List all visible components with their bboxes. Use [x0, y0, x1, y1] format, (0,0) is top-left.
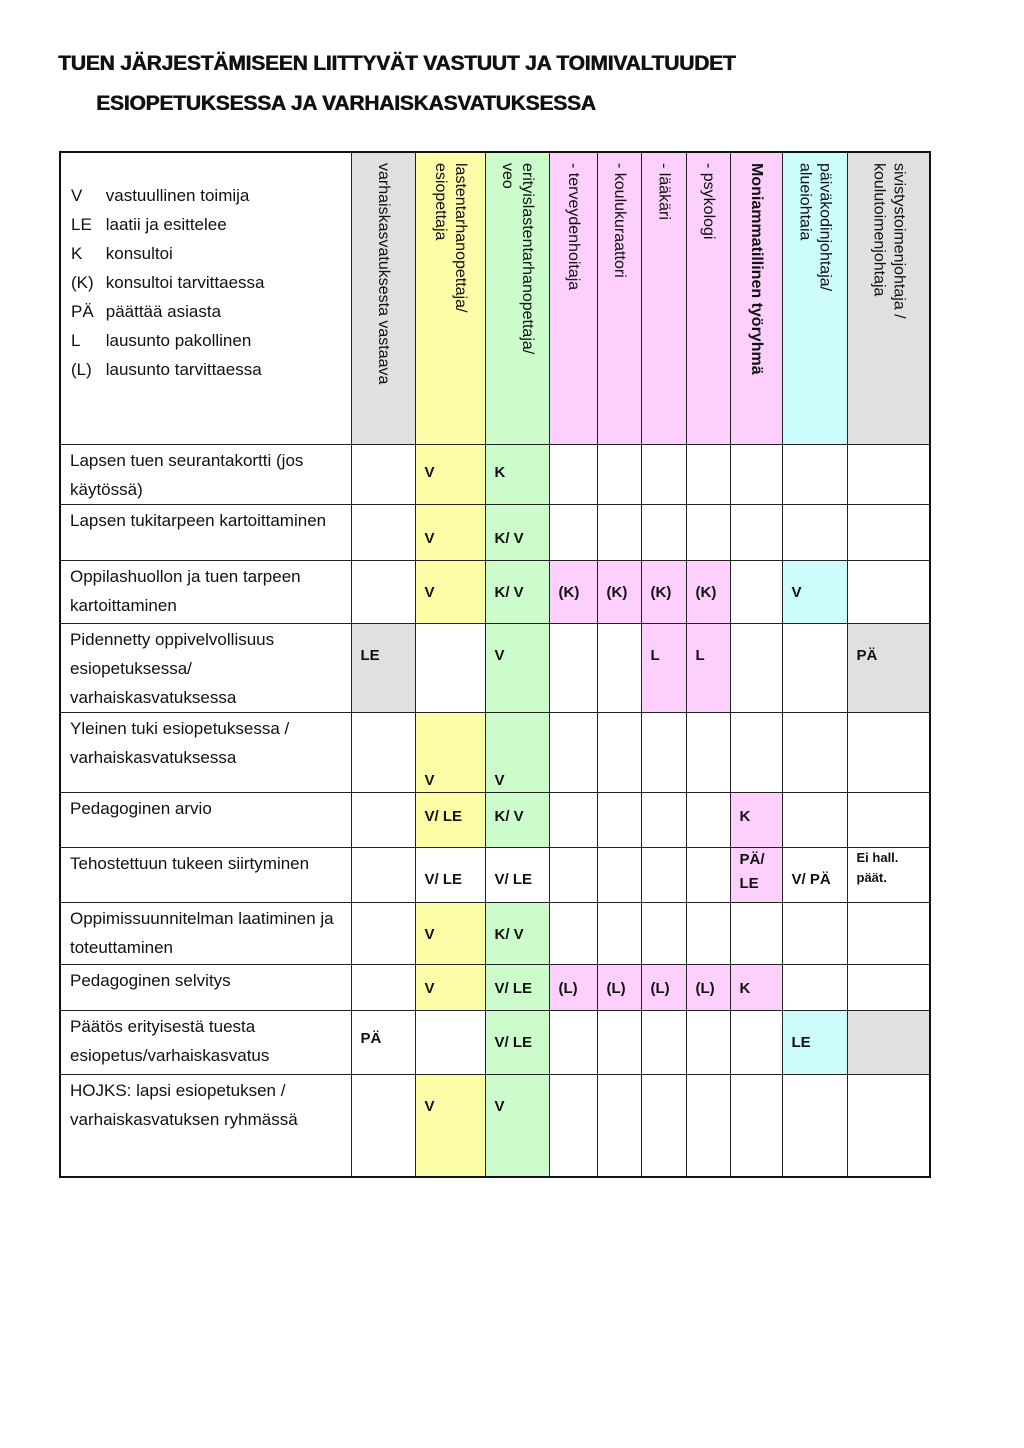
- table-cell: [351, 504, 415, 560]
- column-header: [351, 152, 415, 444]
- cell-value: K/ V: [494, 583, 524, 601]
- cell-value: K: [739, 807, 751, 825]
- table-cell: [597, 712, 641, 792]
- cell-value: L: [650, 646, 660, 664]
- table-cell: [782, 444, 847, 504]
- legend-code: PÄ: [71, 302, 94, 321]
- cell-value: V: [424, 529, 435, 547]
- cell-value: K/ V: [494, 529, 524, 547]
- table-cell: [351, 792, 415, 847]
- table-cell: [415, 847, 485, 902]
- table-cell: [847, 1010, 930, 1074]
- cell-value: V: [424, 925, 435, 943]
- table-cell: [485, 504, 549, 560]
- legend-text: päättää asiasta: [105, 302, 222, 321]
- table-cell: [485, 964, 549, 1010]
- table-cell: [549, 792, 597, 847]
- table-row: [60, 504, 930, 560]
- cell-value: (K): [558, 583, 580, 601]
- row-label: HOJKS: lapsi esiopetuksen / varhaiskasvatuksen ryhmässä: [60, 1074, 351, 1177]
- table-cell: [641, 1010, 686, 1074]
- cell-value: (L): [695, 979, 715, 997]
- table-cell: [847, 560, 930, 623]
- table-cell: [415, 623, 485, 712]
- column-header: [782, 152, 847, 444]
- table-cell: [782, 964, 847, 1010]
- legend-item: [71, 268, 351, 297]
- table-cell: [485, 712, 549, 792]
- table-cell: [686, 964, 730, 1010]
- cell-value: V/ LE: [494, 1033, 533, 1051]
- table-row: [60, 712, 930, 792]
- cell-value: V: [424, 771, 435, 789]
- legend-item: [71, 181, 351, 210]
- cell-value: V: [424, 463, 435, 481]
- table-cell: [847, 964, 930, 1010]
- table-row: [60, 847, 930, 902]
- table-cell: [351, 444, 415, 504]
- cell-value: (K): [695, 583, 717, 601]
- table-cell: [485, 902, 549, 964]
- column-header: [597, 152, 641, 444]
- row-label: Oppilashuollon ja tuen tarpeen kartoittaminen: [60, 560, 351, 623]
- table-cell: [847, 623, 930, 712]
- table-cell: [782, 792, 847, 847]
- table-cell: [597, 623, 641, 712]
- column-header-label: erityislastentarhanopettaja/ veo: [499, 163, 536, 355]
- table-cell: [485, 560, 549, 623]
- legend-item: [71, 239, 351, 268]
- column-header-label: - terveydenhoitaja: [565, 163, 582, 291]
- table-cell: [597, 1074, 641, 1177]
- table-cell: [686, 1010, 730, 1074]
- table-row: [60, 792, 930, 847]
- table-cell: [686, 504, 730, 560]
- table-cell: [847, 902, 930, 964]
- table-cell: [641, 964, 686, 1010]
- column-header: [549, 152, 597, 444]
- table-cell: [549, 1074, 597, 1177]
- table-cell: [597, 847, 641, 902]
- cell-value: V/ LE: [424, 807, 463, 825]
- table-row: [60, 1074, 930, 1177]
- legend-item: [71, 210, 351, 239]
- table-cell: [686, 623, 730, 712]
- legend-text: konsultoi: [105, 244, 173, 263]
- legend-item: [71, 355, 351, 384]
- table-cell: [847, 792, 930, 847]
- table-cell: [730, 792, 782, 847]
- table-cell: [782, 1010, 847, 1074]
- table-cell: [351, 623, 415, 712]
- legend: [61, 153, 351, 384]
- table-cell: [597, 444, 641, 504]
- cell-value: K/ V: [494, 807, 524, 825]
- table-cell: [549, 902, 597, 964]
- table-cell: [641, 847, 686, 902]
- table-cell: [782, 560, 847, 623]
- column-header-label: - lääkäri: [655, 163, 673, 220]
- table-cell: [597, 1010, 641, 1074]
- table-cell: [847, 504, 930, 560]
- cell-value: K/ V: [494, 925, 524, 943]
- table-cell: [782, 902, 847, 964]
- legend-code: V: [71, 186, 83, 205]
- table-cell: [641, 444, 686, 504]
- table-cell: [351, 1074, 415, 1177]
- table-cell: [641, 902, 686, 964]
- table-cell: [730, 964, 782, 1010]
- table-cell: [351, 712, 415, 792]
- table-cell: [847, 712, 930, 792]
- row-label: Tehostettuun tukeen siirtyminen: [60, 847, 351, 902]
- table-cell: [351, 902, 415, 964]
- table-cell: [782, 712, 847, 792]
- row-label: Yleinen tuki esiopetuksessa / varhaiskasvatuksessa: [60, 712, 351, 792]
- table-cell: [641, 792, 686, 847]
- table-cell: [730, 902, 782, 964]
- cell-value: V: [424, 583, 435, 601]
- row-label: Pedagoginen arvio: [60, 792, 351, 847]
- table-cell: [415, 792, 485, 847]
- table-cell: [415, 560, 485, 623]
- legend-cell: [60, 152, 351, 444]
- cell-value: V: [494, 646, 505, 664]
- table-cell: [847, 444, 930, 504]
- table-cell: [686, 847, 730, 902]
- row-label: Oppimissuunnitelman laatiminen ja toteuttaminen: [60, 902, 351, 964]
- column-header: [485, 152, 549, 444]
- table-cell: [485, 792, 549, 847]
- table-cell: [415, 964, 485, 1010]
- cell-value: Ei hall. päät.: [856, 849, 899, 885]
- table-cell: [549, 444, 597, 504]
- legend-text: konsultoi tarvittaessa: [105, 273, 265, 292]
- legend-code: LE: [71, 215, 92, 234]
- legend-code: (K): [71, 273, 94, 292]
- column-header-label: päiväkodinjohtaja/ alueiohtaia: [796, 163, 834, 292]
- cell-value: V: [494, 771, 505, 789]
- table-cell: [485, 847, 549, 902]
- row-label: Päätös erityisestä tuesta esiopetus/varhaiskasvatus: [60, 1010, 351, 1074]
- table-cell: [549, 504, 597, 560]
- table-cell: [415, 902, 485, 964]
- table-cell: [597, 964, 641, 1010]
- cell-value: (K): [650, 583, 672, 601]
- column-header-label: sivistystoimenjohtaja / koulutoimenjohtaja: [870, 163, 908, 319]
- cell-value: (K): [606, 583, 628, 601]
- table-row: [60, 444, 930, 504]
- table-cell: [485, 1010, 549, 1074]
- table-cell: [730, 560, 782, 623]
- table-cell: [549, 560, 597, 623]
- table-cell: [485, 444, 549, 504]
- page-subtitle: ESIOPETUKSESSA JA VARHAISKASVATUKSESSA: [96, 92, 596, 115]
- row-label: Lapsen tukitarpeen kartoittaminen: [60, 504, 351, 560]
- table-cell: [686, 444, 730, 504]
- cell-value: (L): [558, 979, 578, 997]
- cell-value: PÄ/ LE: [739, 850, 765, 892]
- responsibility-table: [59, 151, 931, 1178]
- column-header-label: lastentarhanopettaja/ esiopettaja: [432, 163, 469, 313]
- cell-value: L: [695, 646, 705, 664]
- cell-value: LE: [360, 646, 380, 664]
- table-cell: [641, 1074, 686, 1177]
- table-cell: [641, 623, 686, 712]
- table-cell: [782, 1074, 847, 1177]
- column-header: [847, 152, 930, 444]
- cell-value: PÄ: [856, 646, 878, 664]
- legend-item: [71, 326, 351, 355]
- table-cell: [782, 504, 847, 560]
- table-cell: [641, 560, 686, 623]
- table-cell: [549, 1010, 597, 1074]
- cell-value: V/ LE: [494, 979, 533, 997]
- cell-value: K: [494, 463, 506, 481]
- table-cell: [782, 623, 847, 712]
- cell-value: V: [424, 979, 435, 997]
- legend-item: [71, 297, 351, 326]
- table-cell: [485, 1074, 549, 1177]
- table-cell: [415, 504, 485, 560]
- table-cell: [686, 712, 730, 792]
- table-cell: [597, 902, 641, 964]
- table-cell: [686, 792, 730, 847]
- table-cell: [549, 847, 597, 902]
- table-cell: [597, 504, 641, 560]
- cell-value: PÄ: [360, 1029, 382, 1047]
- table-row: [60, 560, 930, 623]
- legend-code: K: [71, 244, 83, 263]
- cell-value: V/ PÄ: [791, 870, 831, 888]
- row-label: Pidennetty oppivelvollisuus esiopetuksessa/ varhaiskasvatuksessa: [60, 623, 351, 712]
- cell-value: (L): [606, 979, 626, 997]
- column-header-label: - psykologi: [700, 163, 717, 240]
- table-cell: [730, 1010, 782, 1074]
- row-label: Lapsen tuen seurantakortti (jos käytössä): [60, 444, 351, 504]
- table-row: [60, 623, 930, 712]
- table-cell: [641, 712, 686, 792]
- legend-text: vastuullinen toimija: [105, 186, 250, 205]
- table-row: [60, 902, 930, 964]
- table-cell: [415, 1074, 485, 1177]
- legend-text: laatii ja esittelee: [105, 215, 227, 234]
- table-cell: [641, 504, 686, 560]
- table-cell: [415, 444, 485, 504]
- cell-value: V/ LE: [494, 870, 533, 888]
- table-cell: [730, 712, 782, 792]
- table-row: [60, 964, 930, 1010]
- table-cell: [351, 847, 415, 902]
- legend-text: lausunto tarvittaessa: [105, 360, 262, 379]
- table-cell: [485, 623, 549, 712]
- table-cell: [730, 444, 782, 504]
- table-cell: [549, 712, 597, 792]
- column-header: [641, 152, 686, 444]
- row-label: Pedagoginen selvitys: [60, 964, 351, 1010]
- table-cell: [597, 792, 641, 847]
- column-header: [415, 152, 485, 444]
- table-cell: [847, 1074, 930, 1177]
- column-header: [730, 152, 782, 444]
- table-cell: [549, 623, 597, 712]
- table-cell: [415, 1010, 485, 1074]
- table-row: [60, 1010, 930, 1074]
- cell-value: V: [424, 1097, 435, 1115]
- legend-code: L: [71, 331, 81, 350]
- cell-value: K: [739, 979, 751, 997]
- header-row: [60, 152, 930, 444]
- column-header: [686, 152, 730, 444]
- cell-value: V/ LE: [424, 870, 463, 888]
- cell-value: V: [791, 583, 802, 601]
- table-cell: [597, 560, 641, 623]
- legend-code: (L): [71, 360, 92, 379]
- legend-text: lausunto pakollinen: [105, 331, 252, 350]
- table-cell: [730, 623, 782, 712]
- table-cell: [351, 560, 415, 623]
- table-cell: [351, 1010, 415, 1074]
- table-cell: [686, 902, 730, 964]
- table-cell: [686, 560, 730, 623]
- table-cell: [730, 504, 782, 560]
- page-title: TUEN JÄRJESTÄMISEEN LIITTYVÄT VASTUUT JA TOIMIVALTUUDET: [58, 52, 736, 75]
- table-cell: [686, 1074, 730, 1177]
- cell-value: LE: [791, 1033, 811, 1051]
- column-header-label: - koulukuraattori: [611, 163, 628, 278]
- table-cell: [730, 847, 782, 902]
- table-cell: [549, 964, 597, 1010]
- cell-value: (L): [650, 979, 670, 997]
- table-cell: [782, 847, 847, 902]
- table-cell: [351, 964, 415, 1010]
- table-cell: [415, 712, 485, 792]
- cell-value: V: [494, 1097, 505, 1115]
- column-header-label: varhaiskasvatuksesta vastaava: [375, 163, 392, 385]
- table-cell: [847, 847, 930, 902]
- table-cell: [730, 1074, 782, 1177]
- column-header-label: Moniammatillinen työryhmä: [748, 163, 765, 375]
